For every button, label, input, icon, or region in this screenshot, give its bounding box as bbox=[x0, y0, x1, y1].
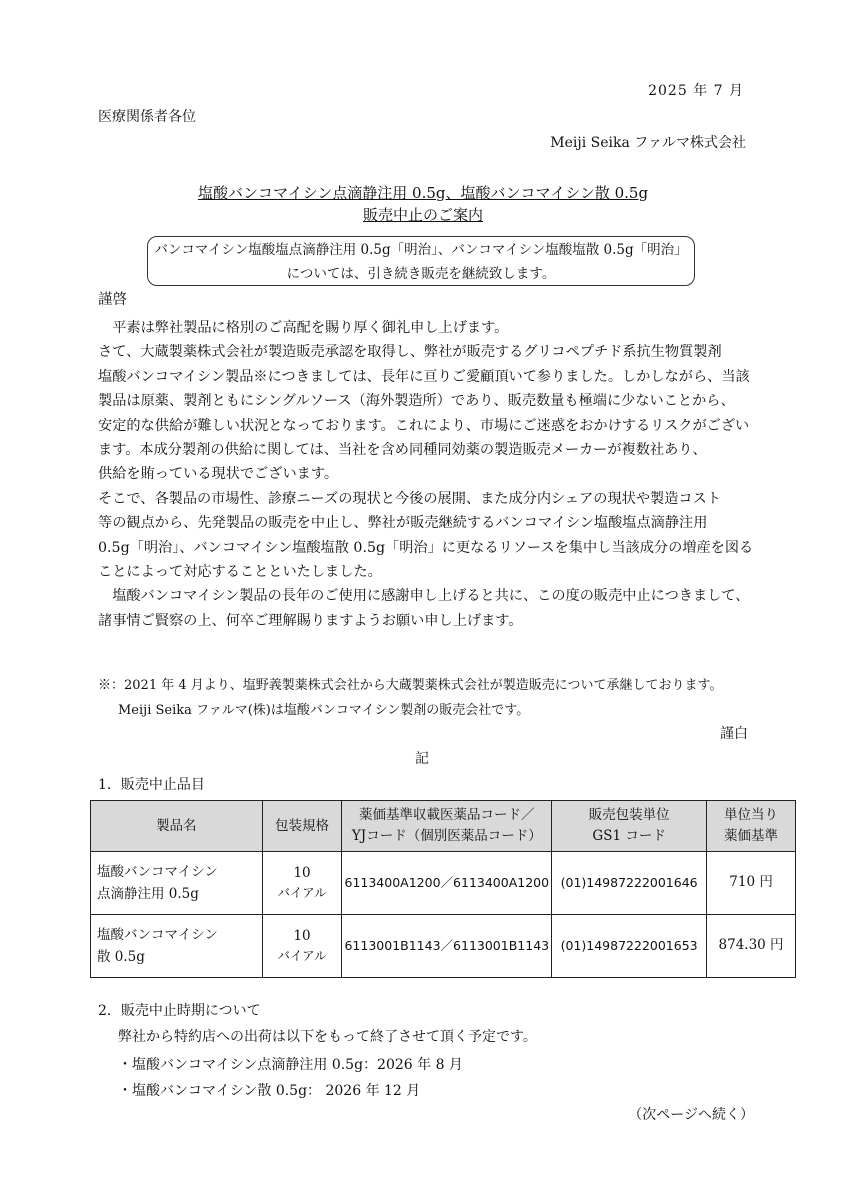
body-line: 等の観点から、先発製品の販売を中止し、弊社が販売継続するバンコマイシン塩酸塩点滴静注用 bbox=[98, 515, 708, 532]
continuation-notice-box bbox=[147, 236, 695, 286]
price-cell: 874.30 円 bbox=[707, 915, 796, 978]
document-date: 2025 年 7 月 bbox=[648, 83, 744, 99]
body-line: ます。本成分製剤の供給に関しては、当社を含め同種同効薬の製造販売メーカーが複数社あり、 bbox=[98, 441, 707, 458]
notice-line: については、引き続き販売を継続致します。 bbox=[286, 266, 556, 282]
schedule-intro: 弊社から特約店への出荷は以下をもって終了させて頂く予定です。 bbox=[118, 1029, 537, 1045]
salutation: 謹啓 bbox=[98, 292, 127, 308]
body-line: さて、大蔵製薬株式会社が製造販売承認を取得し、弊社が販売するグリコペプチド系抗生物質製剤 bbox=[98, 344, 722, 361]
continued-note: （次ページへ続く） bbox=[628, 1107, 754, 1123]
price-cell: 710 円 bbox=[707, 852, 796, 915]
column-header: 単位当り 薬価基準 bbox=[707, 801, 796, 852]
closing: 謹白 bbox=[720, 726, 748, 742]
body-line: ことによって対応することといたしました。 bbox=[98, 563, 382, 580]
body-line: 0.5g「明治」、バンコマイシン塩酸塩散 0.5g「明治」に更なるリソースを集中し当該成分の増産を図る bbox=[98, 539, 754, 556]
gs1-code-cell: (01)14987222001653 bbox=[552, 915, 707, 978]
product-name-cell: 塩酸バンコマイシン 散 0.5g bbox=[91, 915, 263, 978]
gs1-code-cell: (01)14987222001646 bbox=[552, 852, 707, 915]
section-heading: 1．販売中止品目 bbox=[98, 777, 205, 793]
column-header: 製品名 bbox=[91, 801, 263, 852]
notice-line: バンコマイシン塩酸塩点滴静注用 0.5g「明治」、バンコマイシン塩酸塩散 0.5g「明治」 bbox=[154, 242, 688, 258]
discontinued-products-table bbox=[90, 800, 796, 978]
body-line: 供給を賄っている現状でございます。 bbox=[98, 466, 339, 483]
package-cell: 10 バイアル bbox=[262, 852, 342, 915]
body-line: 塩酸バンコマイシン製品の長年のご使用に感謝申し上げると共に、この度の販売中止につきまして、 bbox=[98, 588, 750, 605]
company-name: Meiji Seika ファルマ株式会社 bbox=[550, 135, 746, 151]
yj-code-cell: 6113001B1143／6113001B1143 bbox=[342, 915, 552, 978]
schedule-item: ・塩酸バンコマイシン点滴静注用 0.5g：2026 年 8 月 bbox=[118, 1057, 463, 1073]
yj-code-cell: 6113400A1200／6113400A1200 bbox=[342, 852, 552, 915]
body-line: 安定的な供給が難しい状況となっております。これにより、市場にご迷惑をおかけするリスクがござい bbox=[98, 417, 750, 434]
ki-mark: 記 bbox=[415, 751, 429, 767]
document-subtitle: 販売中止のご案内 bbox=[362, 206, 483, 224]
body-line: 諸事情ご賢察の上、何卒ご理解賜りますようお願い申し上げます。 bbox=[98, 612, 523, 629]
table-row bbox=[91, 852, 796, 915]
schedule-item: ・塩酸バンコマイシン散 0.5g： 2026 年 12 月 bbox=[118, 1083, 421, 1099]
package-cell: 10 バイアル bbox=[262, 915, 342, 978]
body-line: そこで、各製品の市場性、診療ニーズの現状と今後の展開、また成分内シェアの現状や製造コスト bbox=[98, 490, 721, 507]
table-header-row bbox=[91, 801, 796, 852]
document-title: 塩酸バンコマイシン点滴静注用 0.5g、塩酸バンコマイシン散 0.5g bbox=[197, 184, 649, 202]
section-heading: 2．販売中止時期について bbox=[98, 1003, 261, 1019]
footnote: ※：2021 年 4 月より、塩野義製薬株式会社から大蔵製薬株式会社が製造販売について承継しております。 bbox=[98, 678, 723, 693]
body-line: 平素は弊社製品に格別のご高配を賜り厚く御礼申し上げます。 bbox=[98, 320, 509, 336]
product-name-cell: 塩酸バンコマイシン 点滴静注用 0.5g bbox=[91, 852, 263, 915]
body-line: 製品は原薬、製剤ともにシングルソース（海外製造所）であり、販売数量も極端に少ないことから、 bbox=[98, 393, 735, 410]
recipient: 医療関係者各位 bbox=[98, 109, 196, 125]
letter-body bbox=[98, 316, 758, 633]
body-line: 塩酸バンコマイシン製品※につきましては、長年に亘りご愛顧頂いて参りました。しかしながら、当該 bbox=[98, 368, 750, 385]
column-header: 薬価基準収載医薬品コード／ YJコード（個別医薬品コード） bbox=[342, 801, 552, 852]
column-header: 包装規格 bbox=[262, 801, 342, 852]
table-row bbox=[91, 915, 796, 978]
column-header: 販売包装単位 GS1 コード bbox=[552, 801, 707, 852]
footnote: Meiji Seika ファルマ(株)は塩酸バンコマイシン製剤の販売会社です。 bbox=[118, 703, 530, 718]
